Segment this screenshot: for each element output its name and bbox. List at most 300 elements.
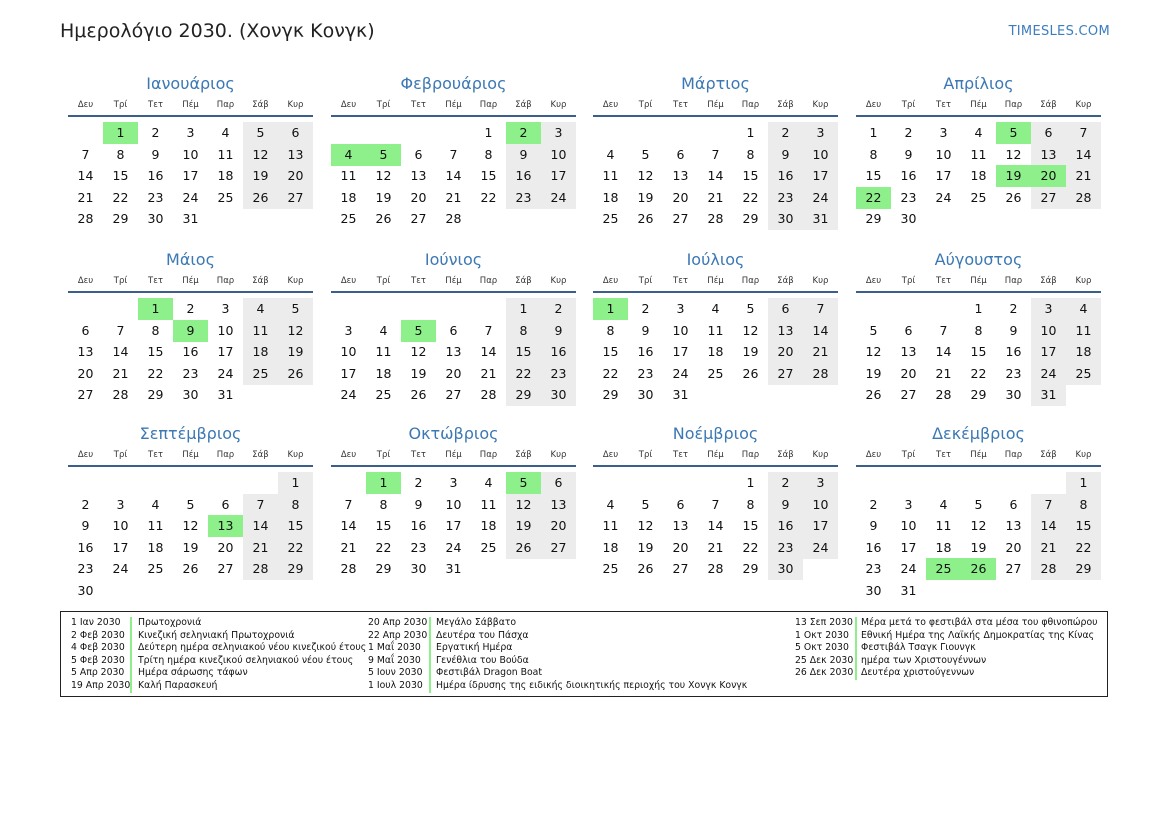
day-cell: 18 [935,539,952,555]
weekday-header: Σάβ [777,100,794,110]
day-cell: 21 [1066,165,1101,187]
weekday-header: Πέμ [707,450,724,460]
weekday-header: Κυρ [550,100,567,110]
day-cell: 16 [768,165,803,187]
day-cell: 16 [410,518,427,534]
day-cell: 23 [410,539,427,555]
weekday-header: Δευ [340,100,357,110]
day-cell: 30 [410,561,427,577]
day-cell: 29 [865,211,882,227]
day-cell: 14 [77,168,94,184]
day-cell: 15 [602,344,619,360]
weekday-header: Παρ [479,276,498,286]
weekday-header: Πέμ [707,276,724,286]
day-cell: 27 [541,537,576,559]
day-cell: 12 [1005,146,1022,162]
day-cell: 20 [541,515,576,537]
day-cell: 30 [182,387,199,403]
day-cell: 15 [147,344,164,360]
day-cell: 8 [506,320,541,342]
day-cell: 14 [803,320,838,342]
weekday-header: Δευ [77,450,94,460]
day-cell: 20 [1005,539,1022,555]
day-cell: 5 [974,496,983,512]
weekday-header: Παρ [1004,450,1023,460]
day-cell: 6 [904,322,913,338]
day-cell: 15 [1066,515,1101,537]
day-cell: 3 [541,122,576,144]
legend-date: 5 Φεβ 2030 [71,654,125,666]
weekday-header: Πέμ [445,450,462,460]
weekday-header: Τετ [148,450,163,460]
day-cell: 14 [1066,144,1101,166]
weekday-header: Πέμ [182,276,199,286]
day-cell: 28 [445,211,462,227]
day-cell: 1 [484,125,493,140]
weekday-header: Πέμ [970,100,987,110]
day-cell: 15 [742,518,759,534]
day-cell: 10 [935,146,952,162]
day-cell: 22 [375,539,392,555]
day-cell: 23 [1005,365,1022,381]
day-cell: 24 [182,189,199,205]
day-cell: 12 [410,344,427,360]
holiday-day-cell: 5 [996,122,1031,144]
month-divider [593,465,838,467]
weekday-header: Σάβ [515,100,532,110]
day-cell: 22 [742,189,759,205]
day-cell: 31 [803,208,838,230]
day-cell: 24 [935,189,952,205]
day-cell: 27 [768,363,803,385]
day-cell: 18 [340,189,357,205]
day-cell: 28 [243,558,278,580]
day-cell: 16 [865,539,882,555]
day-cell: 1 [974,301,983,316]
day-cell: 12 [506,494,541,516]
month-name: Ιούλιος [686,250,745,269]
weekday-header: Κυρ [812,276,829,286]
day-cell: 15 [112,168,129,184]
day-cell: 16 [506,165,541,187]
day-cell: 8 [974,322,983,338]
day-cell: 2 [641,301,650,316]
weekday-header: Τρί [113,100,128,110]
day-cell: 8 [484,146,493,162]
day-cell: 17 [112,539,129,555]
day-cell: 15 [865,168,882,184]
day-cell: 28 [935,387,952,403]
day-cell: 29 [278,558,313,580]
day-cell: 2 [151,125,160,140]
legend-holiday-name: Εθνική Ημέρα της Λαϊκής Δημοκρατίας της Κίνας [861,629,1095,641]
weekday-header: Δευ [602,100,619,110]
day-cell: 15 [480,168,497,184]
day-cell: 22 [602,365,619,381]
day-cell: 23 [182,365,199,381]
weekday-header: Πέμ [970,450,987,460]
day-cell: 17 [803,515,838,537]
holiday-day-cell: 19 [996,165,1031,187]
day-cell: 11 [375,344,392,360]
weekday-header: Τετ [936,450,951,460]
day-cell: 23 [768,537,803,559]
day-cell: 17 [935,168,952,184]
day-cell: 25 [602,211,619,227]
weekday-header: Παρ [1004,100,1023,110]
month-name: Μάιος [166,250,215,269]
day-cell: 4 [606,146,615,162]
holiday-day-cell: 2 [506,122,541,144]
day-cell: 5 [641,496,650,512]
day-cell: 16 [182,344,199,360]
day-cell: 6 [221,496,230,512]
day-cell: 2 [186,301,195,316]
day-cell: 23 [506,187,541,209]
day-cell: 28 [1066,187,1101,209]
legend-color-marker [130,655,132,668]
day-cell: 5 [869,322,878,338]
day-cell: 25 [480,539,497,555]
day-cell: 29 [602,387,619,403]
weekday-header: Παρ [216,450,235,460]
site-link[interactable]: TIMESLES.COM [1008,24,1110,39]
legend-color-marker [855,617,857,630]
day-cell: 10 [340,344,357,360]
day-cell: 23 [768,187,803,209]
day-cell: 23 [865,561,882,577]
day-cell: 10 [803,494,838,516]
day-cell: 5 [186,496,195,512]
day-cell: 27 [1031,187,1066,209]
month-divider [856,115,1101,117]
legend-color-marker [429,667,431,680]
day-cell: 14 [340,518,357,534]
weekday-header: Πέμ [182,100,199,110]
weekday-header: Τετ [936,276,951,286]
day-cell: 21 [340,539,357,555]
month-divider [68,115,313,117]
holiday-day-cell: 26 [961,558,996,580]
day-cell: 18 [480,518,497,534]
legend-holiday-name: Γενέθλια του Βούδα [436,654,529,666]
holiday-day-cell: 1 [103,122,138,144]
month-name: Νοέμβριος [672,424,759,443]
day-cell: 10 [445,496,462,512]
day-cell: 22 [742,539,759,555]
day-cell: 29 [1066,558,1101,580]
legend-color-marker [429,617,431,630]
day-cell: 7 [116,322,125,338]
day-cell: 6 [449,322,458,338]
day-cell: 4 [221,125,230,140]
weekday-header: Δευ [340,276,357,286]
day-cell: 5 [641,146,650,162]
day-cell: 7 [484,322,493,338]
day-cell: 9 [768,144,803,166]
day-cell: 25 [243,363,278,385]
legend-color-marker [855,667,857,680]
month-divider [331,291,576,293]
weekday-header: Δευ [602,276,619,286]
day-cell: 25 [707,365,724,381]
day-cell: 17 [340,365,357,381]
legend-date: 20 Απρ 2030 [368,617,428,628]
month-name: Μάρτιος [681,74,750,93]
day-cell: 4 [1066,298,1101,320]
day-cell: 10 [803,144,838,166]
day-cell: 26 [1005,189,1022,205]
day-cell: 30 [768,208,803,230]
day-cell: 20 [410,189,427,205]
day-cell: 12 [865,344,882,360]
day-cell: 19 [506,515,541,537]
legend-holiday-name: Πρωτοχρονιά [138,617,202,628]
weekday-header: Παρ [1004,276,1023,286]
day-cell: 21 [707,539,724,555]
weekday-header: Κυρ [1075,450,1092,460]
day-cell: 2 [904,125,913,140]
day-cell: 7 [344,496,353,512]
day-cell: 24 [900,561,917,577]
day-cell: 2 [869,496,878,512]
day-cell: 26 [375,211,392,227]
weekday-header: Τρί [638,450,653,460]
day-cell: 21 [243,537,278,559]
day-cell: 17 [445,518,462,534]
day-cell: 4 [243,298,278,320]
legend-holiday-name: Μεγάλο Σάββατο [436,617,517,628]
day-cell: 18 [375,365,392,381]
legend-date: 4 Φεβ 2030 [71,642,125,654]
holiday-day-cell: 1 [138,298,173,320]
day-cell: 26 [410,387,427,403]
day-cell: 2 [81,496,90,512]
legend-color-marker [130,667,132,680]
holiday-day-cell: 4 [331,144,366,166]
weekday-header: Τετ [411,100,426,110]
day-cell: 11 [243,320,278,342]
legend-date: 5 Οκτ 2030 [795,642,849,654]
weekday-header: Τρί [901,276,916,286]
day-cell: 13 [900,344,917,360]
day-cell: 7 [939,322,948,338]
day-cell: 3 [449,475,458,490]
day-cell: 2 [768,472,803,494]
day-cell: 23 [77,561,94,577]
day-cell: 11 [217,146,234,162]
day-cell: 28 [707,211,724,227]
day-cell: 11 [602,518,619,534]
day-cell: 21 [1031,537,1066,559]
day-cell: 14 [243,515,278,537]
weekday-header: Τετ [411,276,426,286]
day-cell: 22 [970,365,987,381]
day-cell: 31 [672,387,689,403]
legend-color-marker [429,642,431,655]
day-cell: 11 [970,146,987,162]
day-cell: 6 [81,322,90,338]
day-cell: 3 [803,122,838,144]
day-cell: 14 [707,518,724,534]
day-cell: 8 [151,322,160,338]
day-cell: 19 [410,365,427,381]
day-cell: 3 [803,472,838,494]
day-cell: 24 [803,187,838,209]
weekday-header: Τρί [113,276,128,286]
weekday-header: Δευ [340,450,357,460]
day-cell: 10 [541,144,576,166]
day-cell: 26 [637,561,654,577]
day-cell: 3 [221,301,230,316]
day-cell: 6 [1009,496,1018,512]
legend-date: 9 Μαΐ 2030 [368,654,421,666]
day-cell: 14 [445,168,462,184]
weekday-header: Σάβ [252,100,269,110]
month-divider [856,291,1101,293]
day-cell: 8 [869,146,878,162]
day-cell: 26 [182,561,199,577]
day-cell: 30 [541,384,576,406]
day-cell: 8 [116,146,125,162]
day-cell: 16 [768,515,803,537]
day-cell: 24 [803,537,838,559]
month-name: Απρίλιος [943,74,1014,93]
holiday-day-cell: 1 [366,472,401,494]
day-cell: 24 [672,365,689,381]
day-cell: 22 [480,189,497,205]
legend-color-marker [130,642,132,655]
day-cell: 8 [278,494,313,516]
day-cell: 26 [742,365,759,381]
day-cell: 28 [112,387,129,403]
holiday-day-cell: 9 [173,320,208,342]
month-divider [593,291,838,293]
day-cell: 19 [375,189,392,205]
day-cell: 12 [278,320,313,342]
day-cell: 24 [1031,363,1066,385]
day-cell: 10 [217,322,234,338]
day-cell: 12 [375,168,392,184]
day-cell: 25 [602,561,619,577]
weekday-header: Πέμ [182,450,199,460]
legend-date: 1 Ιαν 2030 [71,617,121,628]
day-cell: 3 [939,125,948,140]
day-cell: 18 [602,189,619,205]
day-cell: 17 [541,165,576,187]
day-cell: 20 [445,365,462,381]
day-cell: 27 [278,187,313,209]
holiday-day-cell: 13 [208,515,243,537]
day-cell: 27 [1005,561,1022,577]
month-name: Σεπτέμβριος [139,424,242,443]
day-cell: 21 [445,189,462,205]
weekday-header: Δευ [865,450,882,460]
day-cell: 13 [410,168,427,184]
day-cell: 21 [803,341,838,363]
day-cell: 22 [147,365,164,381]
day-cell: 7 [1031,494,1066,516]
weekday-header: Πέμ [707,100,724,110]
weekday-header: Κυρ [812,100,829,110]
day-cell: 7 [711,146,720,162]
day-cell: 2 [414,475,423,490]
day-cell: 13 [672,168,689,184]
legend-date: 25 Δεκ 2030 [795,654,854,666]
legend-holiday-name: Ημέρα ίδρυσης της ειδικής διοικητικής περιοχής του Χονγκ Κονγκ [436,680,748,691]
legend-color-marker [855,642,857,655]
holiday-day-cell: 5 [401,320,436,342]
day-cell: 15 [742,168,759,184]
day-cell: 16 [541,341,576,363]
day-cell: 13 [1005,518,1022,534]
day-cell: 3 [116,496,125,512]
legend-date: 1 Ιουλ 2030 [368,680,423,691]
weekday-header: Σάβ [1040,276,1057,286]
day-cell: 22 [112,189,129,205]
day-cell: 8 [379,496,388,512]
day-cell: 3 [676,301,685,316]
day-cell: 12 [182,518,199,534]
day-cell: 14 [112,344,129,360]
legend-holiday-name: Δευτέρα του Πάσχα [436,629,529,641]
day-cell: 1 [869,125,878,140]
month-divider [331,115,576,117]
legend-color-marker [130,617,132,630]
day-cell: 24 [340,387,357,403]
day-cell: 7 [81,146,90,162]
day-cell: 23 [637,365,654,381]
legend-color-marker [429,655,431,668]
day-cell: 16 [637,344,654,360]
day-cell: 30 [77,583,94,598]
legend-color-marker [855,655,857,668]
day-cell: 27 [672,211,689,227]
day-cell: 30 [768,558,803,580]
day-cell: 17 [1031,341,1066,363]
day-cell: 3 [186,125,195,140]
day-cell: 23 [147,189,164,205]
day-cell: 31 [900,583,917,598]
day-cell: 2 [541,298,576,320]
day-cell: 27 [77,387,94,403]
day-cell: 12 [637,518,654,534]
month-divider [68,291,313,293]
month-divider [856,465,1101,467]
day-cell: 16 [77,539,94,555]
legend-holiday-name: Δευτέρα χριστούγεννων [861,667,975,679]
day-cell: 18 [147,539,164,555]
weekday-header: Κυρ [1075,100,1092,110]
day-cell: 7 [449,146,458,162]
day-cell: 9 [768,494,803,516]
month-name: Φεβρουάριος [400,74,507,93]
day-cell: 5 [243,122,278,144]
day-cell: 4 [711,301,720,316]
day-cell: 19 [637,539,654,555]
day-cell: 18 [970,168,987,184]
day-cell: 9 [414,496,423,512]
month-divider [593,115,838,117]
day-cell: 9 [541,320,576,342]
legend-holiday-name: Εργατική Ημέρα [436,642,513,654]
day-cell: 6 [278,122,313,144]
weekday-header: Τετ [936,100,951,110]
day-cell: 4 [974,125,983,140]
weekday-header: Δευ [865,276,882,286]
holiday-day-cell: 5 [506,472,541,494]
day-cell: 31 [182,211,199,227]
